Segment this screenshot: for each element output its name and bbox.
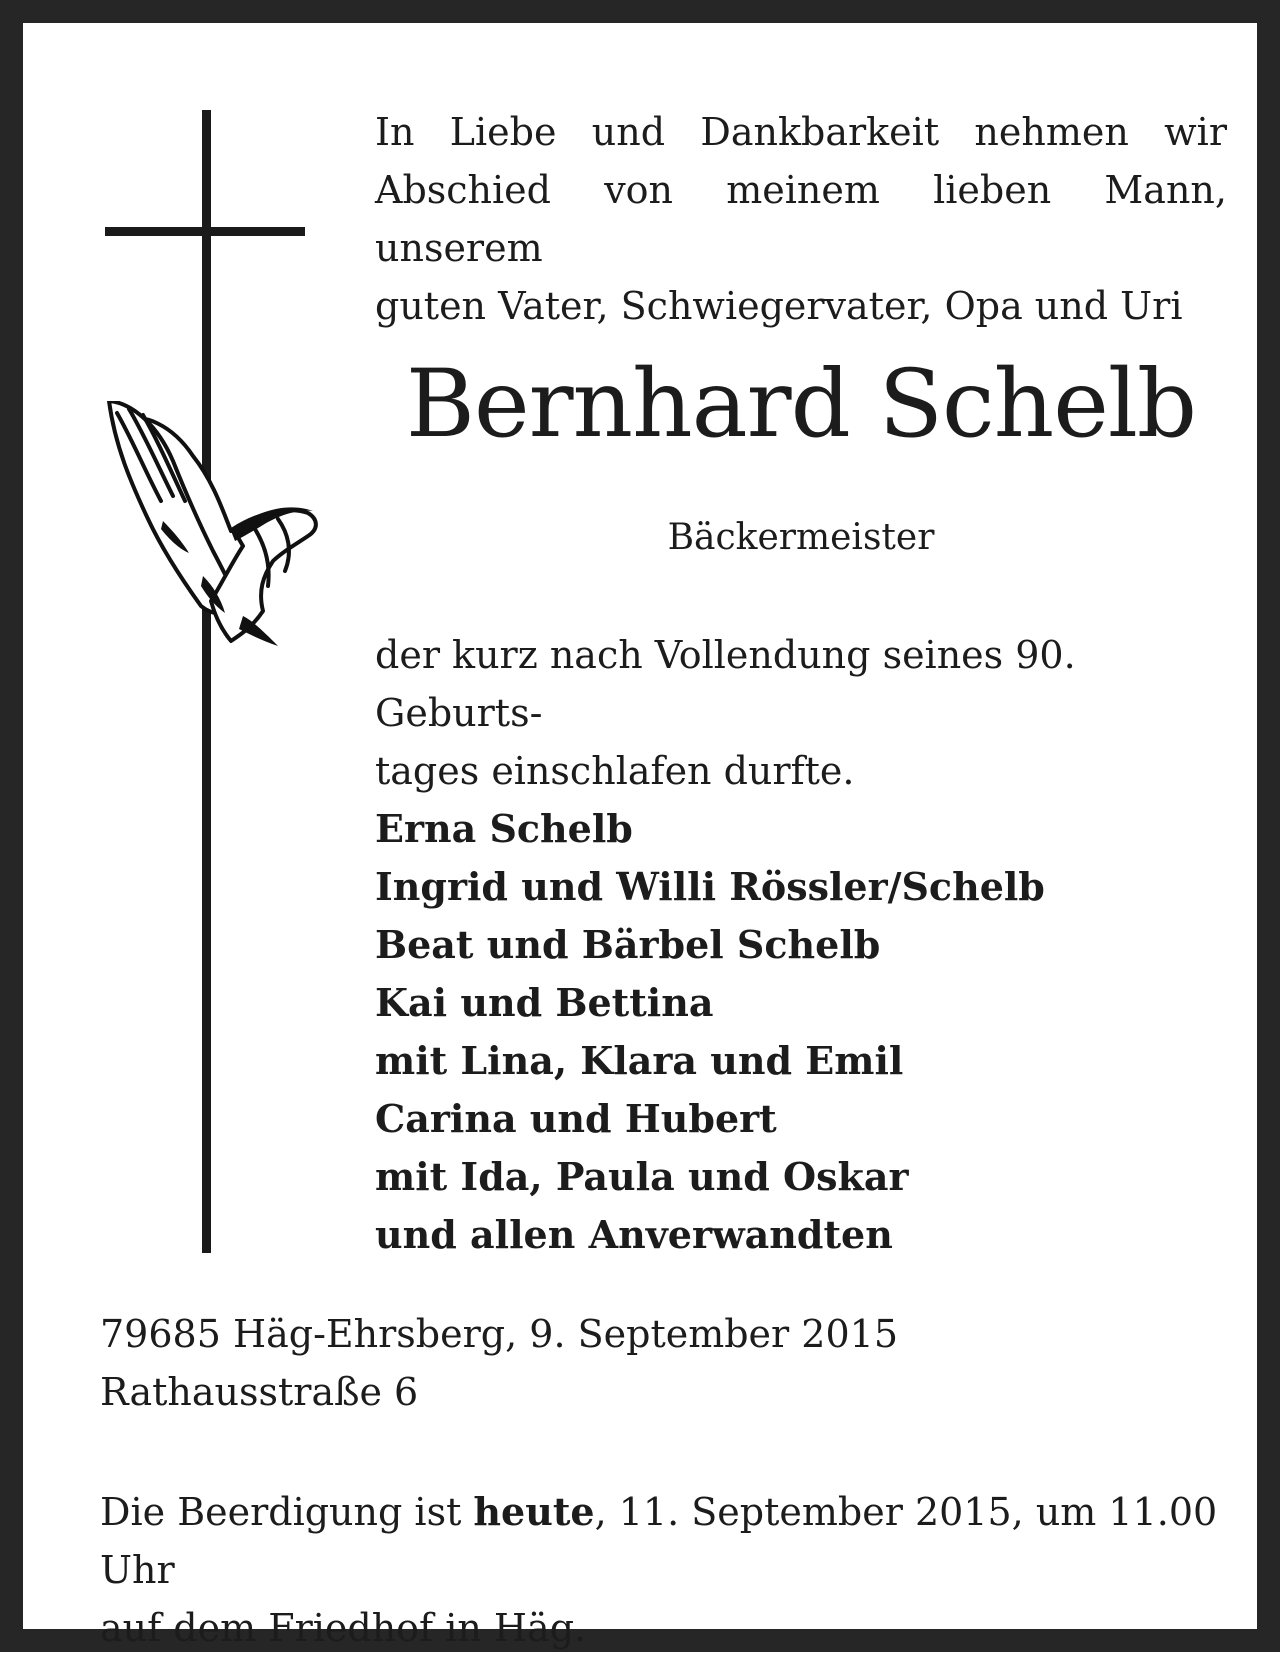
praying-hands-icon bbox=[103, 401, 321, 655]
mourner: Carina und Hubert bbox=[375, 1096, 777, 1141]
mourner: mit Ida, Paula und Oskar bbox=[375, 1154, 909, 1199]
mourners-list bbox=[375, 800, 1227, 1264]
mourner: Kai und Bettina bbox=[375, 980, 714, 1025]
mourner: und allen Anverwandten bbox=[375, 1212, 893, 1257]
intro-line: guten Vater, Schwiegervater, Opa und Uri bbox=[375, 284, 1183, 328]
passing-line: der kurz nach Vollendung seines 90. Geburts- bbox=[375, 633, 1076, 735]
passing-text bbox=[375, 626, 1227, 800]
funeral-line-1 bbox=[100, 1483, 1230, 1599]
intro-line: Abschied von meinem lieben Mann, unserem bbox=[375, 168, 1227, 270]
intro-text bbox=[375, 103, 1227, 335]
funeral-prefix: Die Beerdigung ist bbox=[100, 1490, 474, 1534]
cross-icon bbox=[202, 110, 211, 1253]
mourner: Erna Schelb bbox=[375, 806, 633, 851]
funeral-emphasis: heute bbox=[473, 1489, 595, 1534]
profession: Bäckermeister bbox=[667, 517, 935, 558]
cross-beam bbox=[105, 227, 305, 236]
street-address: Rathausstraße 6 bbox=[100, 1370, 419, 1414]
place-date: 79685 Häg-Ehrsberg, 9. September 2015 bbox=[100, 1312, 898, 1356]
mourner: Ingrid und Willi Rössler/Schelb bbox=[375, 864, 1045, 909]
funeral-line-2: auf dem Friedhof in Häg. bbox=[100, 1606, 587, 1650]
address-block bbox=[100, 1305, 1230, 1421]
mourner: Beat und Bärbel Schelb bbox=[375, 922, 881, 967]
deceased-name: Bernhard Schelb bbox=[405, 350, 1197, 459]
passing-line: tages einschlafen durfte. bbox=[375, 749, 855, 793]
intro-line: In Liebe und Dankbarkeit nehmen wir bbox=[375, 110, 1227, 154]
funeral-suffix: , 11. September 2015, um 11.00 Uhr bbox=[100, 1490, 1218, 1592]
funeral-info bbox=[100, 1483, 1230, 1657]
mourner: mit Lina, Klara und Emil bbox=[375, 1038, 904, 1083]
